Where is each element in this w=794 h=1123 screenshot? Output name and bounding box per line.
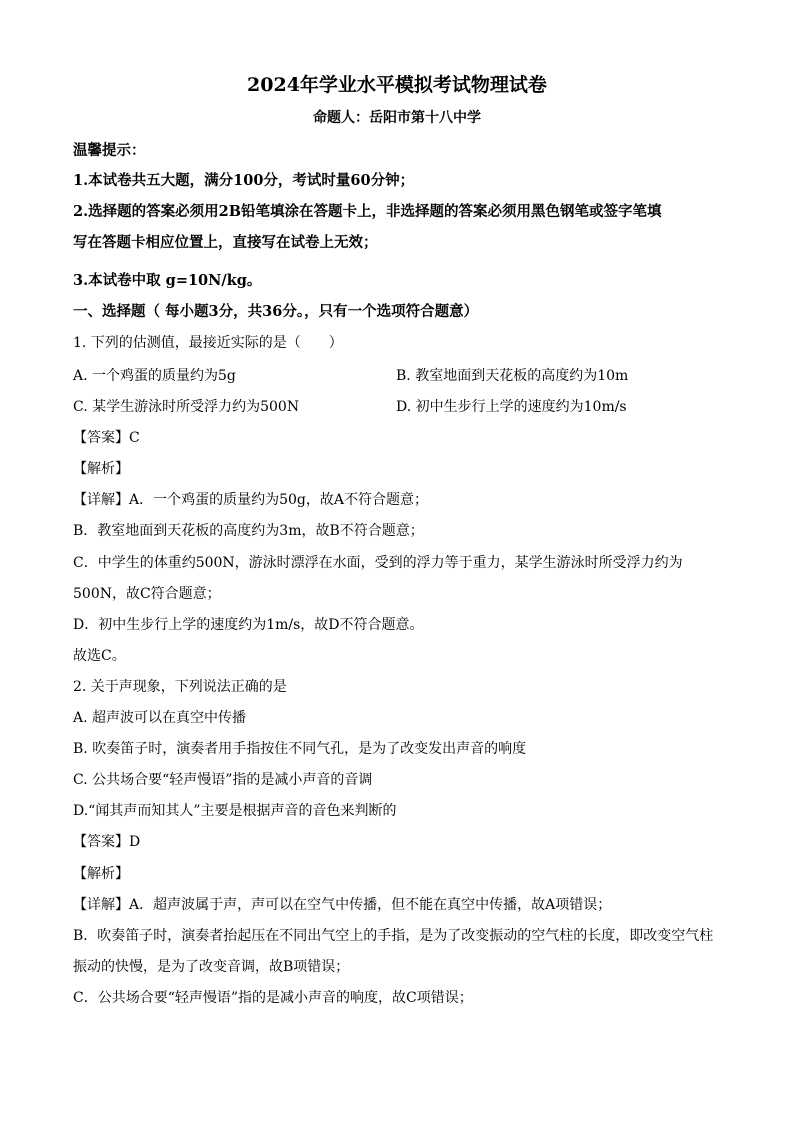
question-2-detail-3: C．公共场合要“轻声慢语”指的是减小声音的响度，故C项错误； [73, 990, 473, 1006]
question-1-option-d: D. 初中生步行上学的速度约为10m/s [396, 399, 627, 415]
question-1-option-b: B. 教室地面到天花板的高度约为10m [396, 368, 629, 384]
question-1-option-a: A. 一个鸡蛋的质量约为5g [73, 368, 236, 384]
notice-item-3: 3.本试卷中取 g=10N/kg。 [73, 272, 262, 289]
question-2-answer: 【答案】D [73, 834, 141, 850]
notice-heading: 温馨提示： [73, 142, 146, 159]
notice-item-2-line-1: 2.选择题的答案必须用2B铅笔填涂在答题卡上，非选择题的答案必须用黑色钢笔或签字笔填 [73, 203, 662, 220]
question-1-answer: 【答案】C [73, 430, 140, 446]
question-1-option-c: C. 某学生游泳时所受浮力约为500N [73, 399, 300, 415]
question-1-detail-4: D．初中生步行上学的速度约为1m/s，故D不符合题意。 [73, 617, 424, 633]
question-2-option-d: D.“闻其声而知其人”主要是根据声音的音色来判断的 [73, 803, 397, 819]
question-2-analysis-label: 【解析】 [73, 866, 129, 882]
question-1-detail-2: B．教室地面到天花板的高度约为3m，故B不符合题意； [73, 523, 424, 539]
question-1-detail-3b: 500N，故C符合题意； [73, 586, 221, 602]
question-2-stem: 2. 关于声现象，下列说法正确的是 [73, 679, 287, 695]
question-2-detail-1: 【详解】A．超声波属于声，声可以在空气中传播，但不能在真空中传播，故A项错误； [73, 897, 612, 913]
section-1-heading: 一、选择题（ 每小题3分，共36分。，只有一个选项符合题意） [73, 303, 479, 320]
question-2-detail-2a: B．吹奏笛子时，演奏者抬起压在不同出气空上的手指，是为了改变振动的空气柱的长度，即改变空气柱 [73, 928, 714, 944]
question-2-option-a: A. 超声波可以在真空中传播 [73, 710, 247, 726]
question-1-detail-3a: C．中学生的体重约500N，游泳时漂浮在水面，受到的浮力等于重力，某学生游泳时所受浮力约为 [73, 555, 683, 571]
question-2-detail-2b: 振动的快慢，是为了改变音调，故B项错误； [73, 959, 350, 975]
question-1-detail-1: 【详解】A．一个鸡蛋的质量约为50g，故A不符合题意； [73, 492, 428, 508]
author-line: 命题人：岳阳市第十八中学 [313, 110, 481, 126]
question-2-option-c: C. 公共场合要“轻声慢语”指的是减小声音的音调 [73, 772, 373, 788]
notice-item-2-line-2: 写在答题卡相应位置上，直接写在试卷上无效； [73, 234, 378, 251]
page-title: 2024年学业水平模拟考试物理试卷 [247, 74, 547, 96]
question-1-stem: 1. 下列的估测值，最接近实际的是（ ） [73, 335, 343, 351]
notice-item-1: 1.本试卷共五大题，满分100分，考试时量60分钟； [73, 172, 415, 189]
question-1-conclusion: 故选C。 [73, 648, 126, 664]
question-2-option-b: B. 吹奏笛子时，演奏者用手指按住不同气孔，是为了改变发出声音的响度 [73, 741, 527, 757]
question-1-analysis-label: 【解析】 [73, 461, 129, 477]
